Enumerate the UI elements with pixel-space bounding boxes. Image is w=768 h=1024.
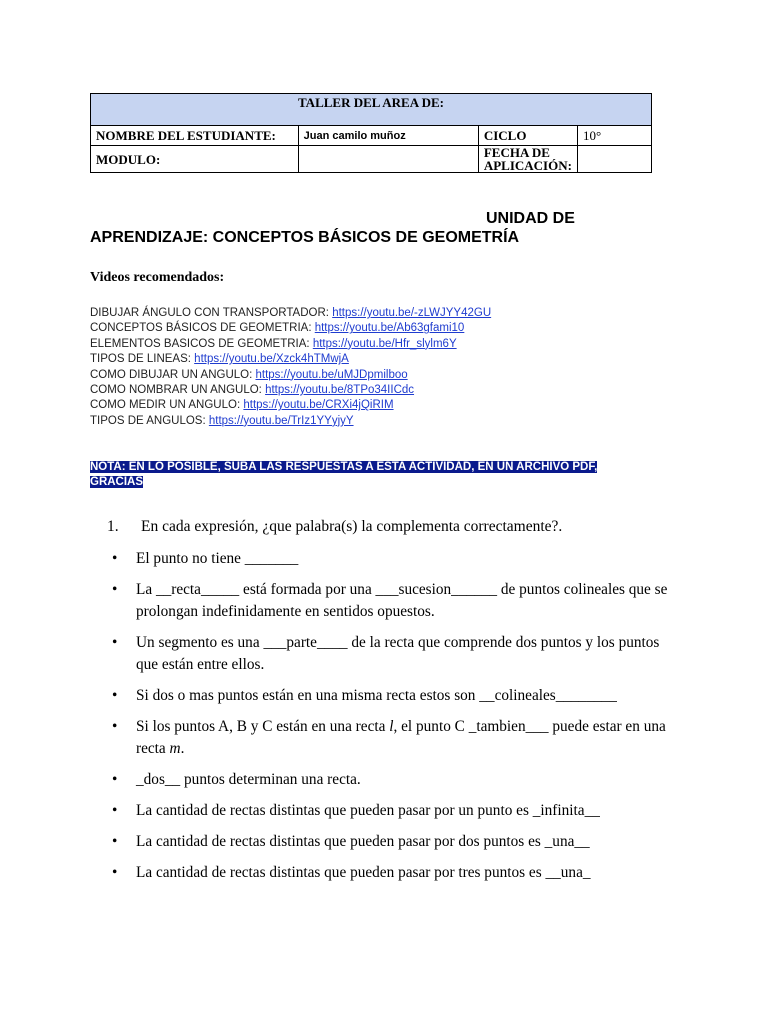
video-label: CONCEPTOS BÁSICOS DE GEOMETRIA: [90,322,315,335]
answer-item [112,632,682,676]
answer-item [112,800,682,822]
video-item [90,414,491,429]
cycle-value: 10° [577,126,651,146]
video-item [90,352,491,367]
workshop-title: TALLER DEL AREA DE: [91,94,652,126]
bullet-icon: • [112,687,118,704]
video-link[interactable]: https://youtu.be/CRXi4jQiRIM [243,399,394,412]
bullet-icon: • [112,771,118,788]
answer-list [112,548,682,893]
video-label: ELEMENTOS BASICOS DE GEOMETRIA: [90,337,313,350]
module-label: MODULO: [91,146,299,173]
note-line2: GRACIAS [90,476,144,488]
answer-text: Si dos o mas puntos están en una misma recta estos son __colineales________ [136,687,617,704]
note-line1: NOTA: EN LO POSIBLE, SUBA LAS RESPUESTAS A ESTA ACTIVIDAD, EN UN ARCHIVO PDF, [90,461,598,473]
bullet-icon: • [112,718,118,735]
video-item [90,337,491,352]
unit-title-line1: UNIDAD DE [486,210,575,227]
question-text: En cada expresión, ¿que palabra(s) la complementa correctamente?. [141,518,563,535]
answer-text: El punto no tiene _______ [136,550,299,567]
video-link[interactable]: https://youtu.be/Hfr_slylm6Y [312,337,457,350]
answer-text: La cantidad de rectas distintas que pueden pasar por dos puntos es _una__ [136,833,590,850]
answer-text: La cantidad de rectas distintas que pueden pasar por tres puntos es __una_ [136,864,591,881]
answer-item [112,579,682,623]
answer-text: La cantidad de rectas distintas que pueden pasar por un punto es _infinita__ [136,802,600,819]
answer-item [112,862,682,884]
videos-heading: Videos recomendados: [90,270,225,285]
date-value [577,146,651,173]
module-value [298,146,478,173]
video-link[interactable]: https://youtu.be/uMJDpmilboo [255,368,408,381]
answer-item [112,685,682,707]
bullet-icon: • [112,581,118,598]
video-label: COMO MEDIR UN ANGULO: [90,399,244,412]
bullet-icon: • [112,550,118,567]
bullet-icon: • [112,833,118,850]
answer-item [112,716,682,760]
video-item [90,398,491,413]
video-label: COMO NOMBRAR UN ANGULO: [90,384,266,397]
video-link[interactable]: https://youtu.be/-zLWJYY42GU [332,307,492,319]
unit-title-line2: APRENDIZAJE: CONCEPTOS BÁSICOS DE GEOMETRÍA [90,229,520,246]
video-link[interactable]: https://youtu.be/8TPo34IICdc [265,384,415,397]
video-link[interactable]: https://youtu.be/Xzck4hTMwjA [194,353,349,366]
cycle-label: CICLO [478,126,577,146]
question-1 [107,518,562,536]
header-table [90,93,652,173]
answer-text: La __recta_____ está formada por una ___sucesion______ de puntos colineales que se prolongan indefinidamente en sentidos opuestos. [136,581,668,620]
video-link[interactable]: https://youtu.be/TrIz1YYyjyY [208,414,354,427]
video-list [90,306,491,429]
video-label: TIPOS DE ANGULOS: [90,414,209,427]
video-item [90,368,491,383]
video-label: TIPOS DE LINEAS: [90,353,195,366]
video-item [90,306,491,321]
answer-item [112,769,682,791]
video-item [90,383,491,398]
question-number: 1. [107,518,119,535]
date-label: FECHA DE APLICACIÓN: [478,146,577,173]
bullet-icon: • [112,802,118,819]
answer-text: Un segmento es una ___parte____ de la recta que comprende dos puntos y los puntos que están entre ellos. [136,634,660,673]
student-name-value: Juan camilo muñoz [298,126,478,146]
answer-item [112,548,682,570]
video-item [90,321,491,336]
answer-item [112,831,682,853]
note-banner [90,460,650,490]
bullet-icon: • [112,864,118,881]
video-label: DIBUJAR ÁNGULO CON TRANSPORTADOR: [90,307,333,319]
video-label: COMO DIBUJAR UN ANGULO: [90,368,256,381]
answer-text: _dos__ puntos determinan una recta. [136,771,361,788]
answer-text: Si los puntos A, B y C están en una recta l, el punto C _tambien___ puede estar en una recta m. [136,718,666,757]
student-label: NOMBRE DEL ESTUDIANTE: [91,126,299,146]
bullet-icon: • [112,634,118,651]
video-link[interactable]: https://youtu.be/Ab63gfami10 [314,322,465,335]
